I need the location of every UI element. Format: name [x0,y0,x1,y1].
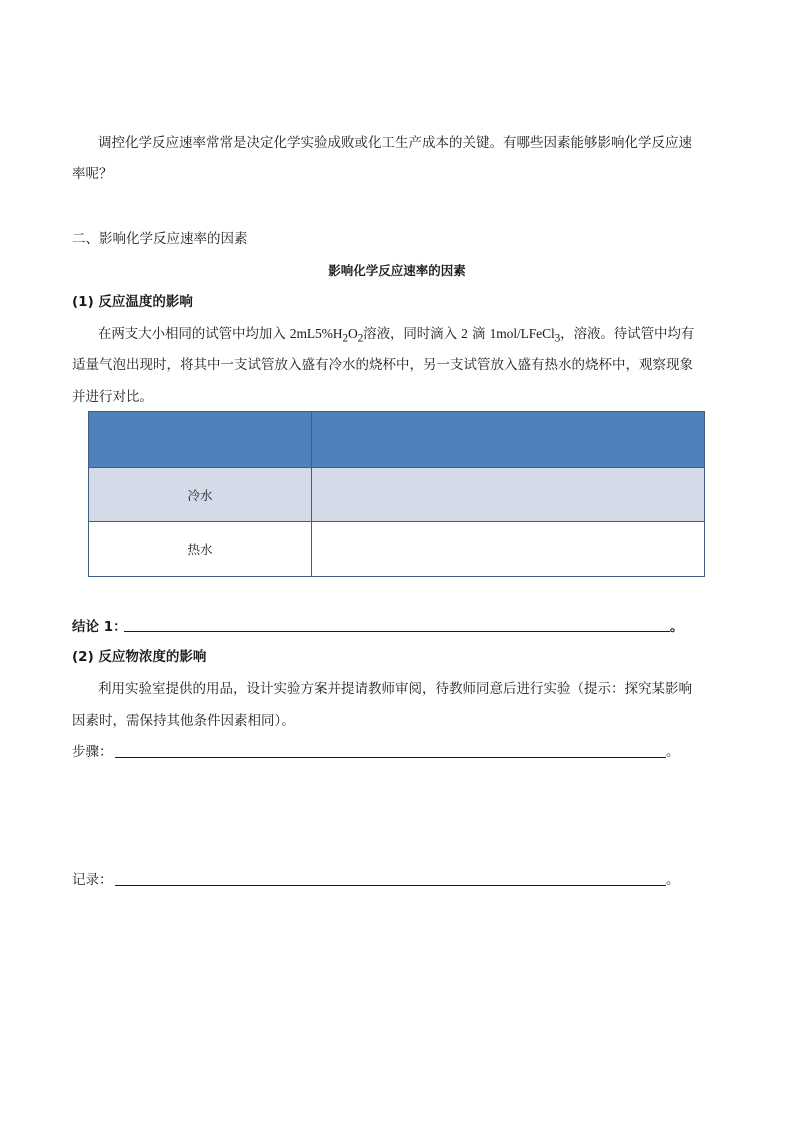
formula-subscript: 2 [357,332,364,345]
conclusion-label: 结论 1： [72,619,127,635]
chem-formula-fecl3 [489,326,561,345]
table-header-cell [89,412,312,468]
part2-para-line-1: 利用实验室提供的用品，设计实验方案并提请教师审阅，待教师同意后进行实验（提示：探究某影响 [98,681,692,697]
table-cell-condition: 热水 [89,522,312,577]
steps-blank[interactable] [115,757,666,758]
record-end: 。 [666,872,680,888]
chem-formula-h2o2 [289,326,364,345]
steps-label: 步骤： [72,744,113,760]
table-cell-observation[interactable] [312,522,705,577]
part1-para-text: 溶液，同时滴入 [363,326,462,342]
table-header-row [89,412,705,468]
part1-para-text: 滴 [467,326,490,342]
formula-part: 2mL5%H [289,326,343,341]
intro-line-1: 调控化学反应速率常常是决定化学实验成败或化工生产成本的关键。有哪些因素能够影响化学反应速 [98,135,692,151]
conclusion-blank[interactable] [124,631,670,632]
formula-part: 1mol/LFeCl [489,326,555,341]
table-cell-condition: 冷水 [89,468,312,522]
section-heading: 二、影响化学反应速率的因素 [72,231,248,247]
record-label: 记录： [72,872,113,888]
experiment-table [88,411,705,577]
part1-para-line-3: 并进行对比。 [72,389,153,405]
part1-para-text: ，溶液。待试管中均有 [560,326,695,342]
formula-part: O [347,326,358,341]
table-row [89,468,705,522]
part2-para-line-2: 因素时，需保持其他条件因素相同）。 [72,713,295,729]
formula-subscript: 2 [342,332,348,345]
drop-count: 2 [461,326,468,341]
intro-line-2: 率呢？ [72,166,113,182]
part1-para-text: 在两支大小相同的试管中均加入 [98,326,290,342]
center-title: 影响化学反应速率的因素 [328,263,466,278]
steps-end: 。 [666,744,680,760]
table-cell-observation[interactable] [312,468,705,522]
table-row [89,522,705,577]
part1-para-line-2: 适量气泡出现时，将其中一支试管放入盛有冷水的烧杯中，另一支试管放入盛有热水的烧杯中，观察现象 [72,357,693,373]
part2-heading: (2) 反应物浓度的影响 [72,649,207,665]
table-header-cell [312,412,705,468]
record-blank[interactable] [115,885,666,886]
part1-para-line-1 [98,325,694,348]
formula-subscript: 3 [554,332,561,345]
part1-heading: (1) 反应温度的影响 [72,294,193,310]
conclusion-end: 。 [670,619,684,635]
